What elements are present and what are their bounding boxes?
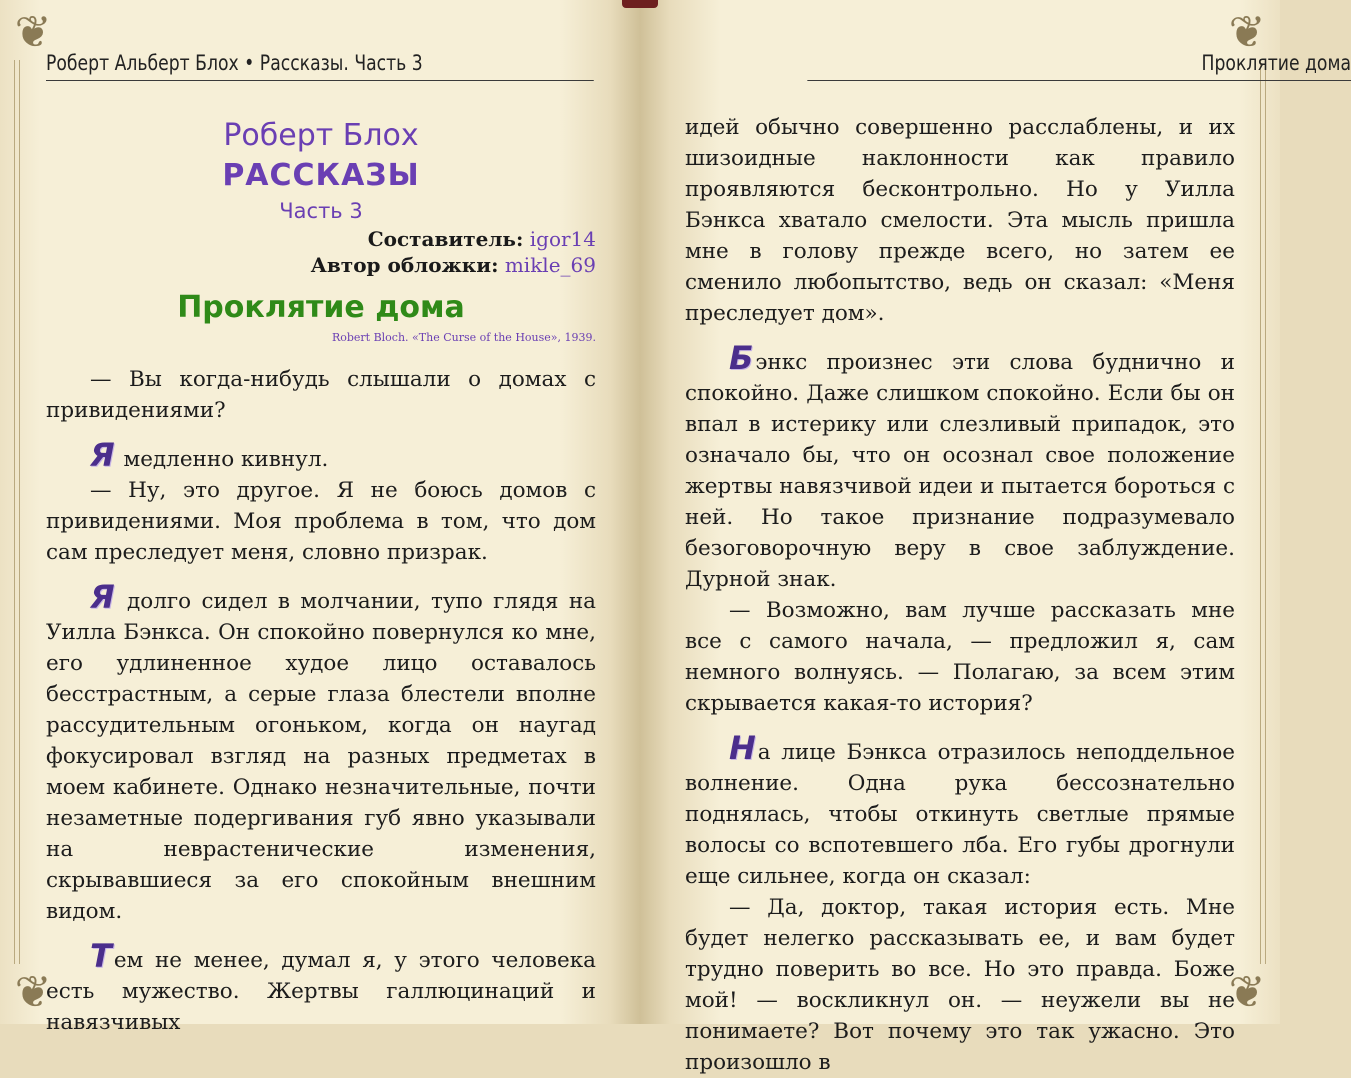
drop-cap: Я [90,578,115,616]
cover-author-value: mikle_69 [504,253,596,277]
compiler-label: Составитель: [367,227,524,251]
left-page[interactable] [0,0,640,1035]
right-page[interactable] [640,0,1351,1075]
compiler-value: igor14 [529,227,596,251]
running-header-left: Роберт Альберт Блох • Рассказы. Часть 3 [46,46,594,81]
cover-author-label: Автор обложки: [310,253,499,277]
book-part: Часть 3 [279,199,363,223]
paragraph [685,339,1236,595]
paragraph [46,436,596,475]
paragraph: — Да, доктор, такая история есть. Мне будет нелегко рассказывать ее, и вам будет трудно поверить во все. Но это правда. Боже мой! — воскликнул он. — неужели вы не понимаете? Вот почему это так ужасно. Это произошло в [685,895,1235,1075]
corner-ornament-icon: ❦ [14,7,52,58]
page-edge-decoration [14,60,20,964]
page-edge-decoration [1260,60,1266,964]
drop-cap: Т [90,937,112,975]
paragraph: — Вы когда-нибудь слышали о домах с привидениями? [46,367,596,423]
corner-ornament-icon: ❦ [1228,7,1266,58]
paragraph-text: долго сидел в молчании, тупо глядя на Уилла Бэнкса. Он спокойно повернулся ко мне, его удлиненное худое лицо оставалось бесстрастным, а серые глаза блестели вполне рассудительным огоньком, когда он наугад фокусировал взгляд на разных предметах в моем кабинете. Однако незначительные, почти незаметные подергивания губ явно указывали на неврастенические изменения, скрывавшиеся за его спокойным внешним видом. [46,589,596,924]
paragraph: — Ну, это другое. Я не боюсь домов с привидениями. Моя проблема в том, что дом сам преследует меня, словно призрак. [46,478,596,565]
original-source: Robert Bloch. «The Curse of the House», 1939. [331,331,596,344]
drop-cap: Б [729,339,754,377]
paragraph [46,578,596,927]
book-title: РАССКАЗЫ [222,158,420,193]
paragraph: идей обычно совершенно расслаблены, и их шизоидные наклонности как правило проявляются бесконтрольно. Но у Уилла Бэнкса хватало смелости. Эта мысль пришла мне в голову прежде всего, но затем ее сменило любопытство, ведь он сказал: «Меня преследует дом». [685,115,1235,326]
paragraph-text: ем не менее, думал я, у этого человека есть мужество. Жертвы галлюцинаций и навязчивых [46,948,596,1035]
paragraph: — Возможно, вам лучше рассказать мне все с самого начала, — предложил я, сам немного волнуясь. — Полагаю, за всем этим скрывается какая-то история? [685,598,1235,716]
drop-cap: Н [729,729,756,767]
left-text-column [46,112,596,1038]
paragraph-text: энкс произнес эти слова буднично и спокойно. Даже слишком спокойно. Если бы он впал в истерику или слезливый припадок, это означало бы, что он осознал свое положение жертвы навязчивой идеи и пытается бороться с ней. Но такое признание подразумевало безоговорочную веру в свое заблуждение. Дурной знак. [685,350,1236,592]
corner-ornament-icon: ❦ [1228,967,1266,1018]
book-author: Роберт Блох [223,118,419,153]
paragraph [685,729,1235,892]
cover-author-line [46,252,596,278]
running-header-right: Проклятие дома [807,46,1351,81]
bookmark-ribbon [622,0,658,8]
drop-cap: Я [90,436,115,474]
paragraph [46,937,596,1038]
paragraph-text: медленно кивнул. [116,447,329,472]
compiler-line [46,226,596,252]
story-title: Проклятие дома [177,290,465,325]
right-text-column [685,112,1235,1078]
paragraph-text: а лице Бэнкса отразилось неподдельное волнение. Одна рука бессознательно поднялась, чтобы откинуть светлые прямые волосы со вспотевшего лба. Его губы дрогнули еще сильнее, когда он сказал: [685,740,1235,889]
corner-ornament-icon: ❦ [14,967,52,1018]
